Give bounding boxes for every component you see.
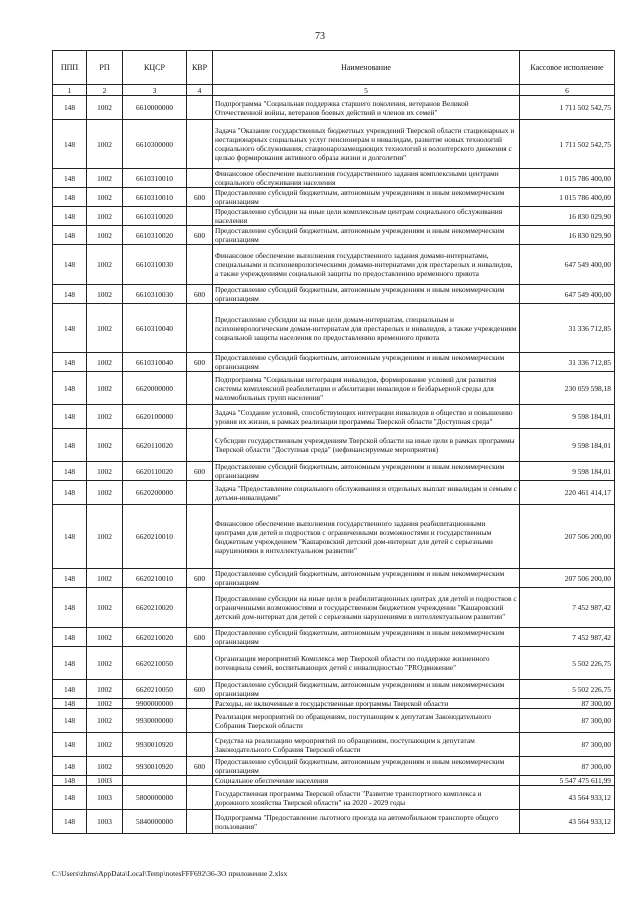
cell-name: Предоставление субсидий бюджетным, автономным учреждениям и иным некоммерческим организациям [213, 569, 520, 588]
cell-name: Субсидии государственным учреждениям Тверской области на иные цели в рамках программы Тверской области "Доступная среда" (нефинансируемые мероприятия) [213, 429, 520, 462]
cell-rp: 1002 [87, 733, 123, 757]
header-rp: РП [87, 51, 123, 85]
cell-name: Задача "Предоставление социального обслуживания и отдельных выплат инвалидам и семьям с детьми-инвалидами" [213, 481, 520, 505]
cell-rp: 1002 [87, 680, 123, 699]
table-row [53, 733, 615, 757]
cell-name: Расходы, не включенные в государственные программы Тверской области [213, 699, 520, 709]
cell-rp: 1002 [87, 462, 123, 481]
cell-ppp: 148 [53, 776, 87, 786]
cell-name: Государственная программа Тверской области "Развитие транспортного комплекса и дорожного хозяйства Тверской области" на 2020 - 2029 годы [213, 786, 520, 810]
cell-amount: 1 711 502 542,75 [520, 120, 615, 169]
cell-kcsr: 6610300000 [123, 120, 187, 169]
cell-amount: 220 461 414,17 [520, 481, 615, 505]
cell-kvr [187, 588, 213, 628]
cell-amount: 87 300,00 [520, 733, 615, 757]
cell-name: Предоставление субсидий бюджетным, автономным учреждениям и иным некоммерческим организациям [213, 680, 520, 699]
cell-ppp: 148 [53, 680, 87, 699]
cell-amount: 31 336 712,85 [520, 304, 615, 353]
table-row [53, 481, 615, 505]
table-row [53, 776, 615, 786]
cell-amount: 43 564 933,12 [520, 810, 615, 834]
cell-kvr [187, 429, 213, 462]
cell-rp: 1002 [87, 304, 123, 353]
cell-kcsr: 6610000000 [123, 96, 187, 120]
cell-amount: 207 506 200,00 [520, 569, 615, 588]
cell-amount: 647 549 400,00 [520, 285, 615, 304]
cell-kcsr: 6610310010 [123, 169, 187, 188]
cell-rp: 1002 [87, 285, 123, 304]
table-row [53, 207, 615, 226]
cell-kcsr: 6620110020 [123, 462, 187, 481]
cell-kvr [187, 810, 213, 834]
cell-kcsr: 5840000000 [123, 810, 187, 834]
column-number: 6 [520, 85, 615, 96]
cell-rp: 1002 [87, 569, 123, 588]
cell-ppp: 148 [53, 647, 87, 680]
cell-ppp: 148 [53, 304, 87, 353]
cell-ppp: 148 [53, 188, 87, 207]
column-number: 1 [53, 85, 87, 96]
cell-amount: 87 300,00 [520, 699, 615, 709]
cell-kvr [187, 304, 213, 353]
cell-name: Финансовое обеспечение выполнения государственного задания домами-интернатами, специальными и психоневрологическими домами-интернатами для престарелых и инвалидов, а также учреждениями социальной защиты по предоставлению временного приюта [213, 245, 520, 285]
cell-amount: 43 564 933,12 [520, 786, 615, 810]
cell-rp: 1003 [87, 810, 123, 834]
cell-rp: 1002 [87, 505, 123, 569]
cell-ppp: 148 [53, 699, 87, 709]
cell-ppp: 148 [53, 245, 87, 285]
cell-rp: 1002 [87, 120, 123, 169]
cell-name: Реализация мероприятий по обращениям, поступающим к депутатам Законодательного Собрания Тверской области [213, 709, 520, 733]
column-number: 5 [213, 85, 520, 96]
cell-rp: 1002 [87, 647, 123, 680]
cell-kcsr: 6620210050 [123, 680, 187, 699]
cell-kcsr: 6610310030 [123, 245, 187, 285]
table-row [53, 588, 615, 628]
cell-amount: 207 506 200,00 [520, 505, 615, 569]
table-row [53, 188, 615, 207]
cell-rp: 1002 [87, 757, 123, 776]
cell-name: Финансовое обеспечение выполнения государственного задания реабилитационными центрами для детей и подростков с ограниченными возможностями и государственным бюджетным учреждением "Кашаровский детский дом-интернат для детей с серьезными нарушениями в интеллектуальном развитии" [213, 505, 520, 569]
cell-rp: 1002 [87, 188, 123, 207]
cell-name: Предоставление субсидий бюджетным, автономным учреждениям и иным некоммерческим организациям [213, 353, 520, 372]
cell-ppp: 148 [53, 96, 87, 120]
cell-ppp: 148 [53, 733, 87, 757]
cell-name: Предоставление субсидий бюджетным, автономным учреждениям и иным некоммерческим организациям [213, 285, 520, 304]
cell-kvr [187, 120, 213, 169]
cell-kvr [187, 372, 213, 405]
table-row [53, 786, 615, 810]
cell-name: Предоставление субсидий бюджетным, автономным учреждениям и иным некоммерческим организациям [213, 188, 520, 207]
cell-rp: 1002 [87, 481, 123, 505]
cell-rp: 1002 [87, 699, 123, 709]
cell-rp: 1002 [87, 96, 123, 120]
cell-ppp: 148 [53, 569, 87, 588]
column-number: 4 [187, 85, 213, 96]
cell-kvr: 600 [187, 285, 213, 304]
table-row [53, 810, 615, 834]
header-kcsr: КЦСР [123, 51, 187, 85]
cell-amount: 9 598 184,01 [520, 429, 615, 462]
table-row [53, 505, 615, 569]
cell-name: Предоставление субсидий бюджетным, автономным учреждениям и иным некоммерческим организациям [213, 757, 520, 776]
cell-name: Предоставление субсидий бюджетным, автономным учреждениям и иным некоммерческим организациям [213, 628, 520, 647]
cell-amount: 647 549 400,00 [520, 245, 615, 285]
cell-name: Подпрограмма "Предоставление льготного проезда на автомобильном транспорте общего пользования" [213, 810, 520, 834]
cell-kcsr: 6620210010 [123, 569, 187, 588]
cell-name: Предоставление субсидий бюджетным, автономным учреждениям и иным некоммерческим организациям [213, 462, 520, 481]
cell-kvr: 600 [187, 757, 213, 776]
cell-kcsr: 6610310030 [123, 285, 187, 304]
cell-kcsr: 6610310020 [123, 207, 187, 226]
page-number: 73 [315, 31, 325, 42]
cell-ppp: 148 [53, 353, 87, 372]
cell-amount: 7 452 987,42 [520, 588, 615, 628]
cell-ppp: 148 [53, 169, 87, 188]
cell-kcsr: 9900000000 [123, 699, 187, 709]
cell-kvr [187, 776, 213, 786]
cell-rp: 1002 [87, 207, 123, 226]
cell-kvr: 600 [187, 462, 213, 481]
cell-ppp: 148 [53, 207, 87, 226]
table-row [53, 429, 615, 462]
cell-kcsr: 6620110020 [123, 429, 187, 462]
table-row [53, 757, 615, 776]
cell-amount: 5 502 226,75 [520, 647, 615, 680]
cell-amount: 7 452 987,42 [520, 628, 615, 647]
cell-name: Организация мероприятий Комплекса мер Тверской области по поддержке жизненного потенциала семей, воспитывающих детей с инвалидностью "PROдвижение" [213, 647, 520, 680]
cell-rp: 1002 [87, 429, 123, 462]
table-row [53, 647, 615, 680]
table-row [53, 245, 615, 285]
cell-ppp: 148 [53, 505, 87, 569]
cell-amount: 9 598 184,01 [520, 405, 615, 429]
table-row [53, 405, 615, 429]
cell-ppp: 148 [53, 462, 87, 481]
cell-rp: 1002 [87, 405, 123, 429]
cell-ppp: 148 [53, 786, 87, 810]
cell-amount: 87 300,00 [520, 709, 615, 733]
cell-rp: 1002 [87, 169, 123, 188]
cell-amount: 230 059 598,18 [520, 372, 615, 405]
cell-kcsr: 6610310010 [123, 188, 187, 207]
cell-kvr [187, 699, 213, 709]
table-row [53, 353, 615, 372]
cell-amount: 1 015 786 400,00 [520, 169, 615, 188]
cell-rp: 1002 [87, 226, 123, 245]
cell-amount: 31 336 712,85 [520, 353, 615, 372]
cell-kvr [187, 405, 213, 429]
cell-kcsr: 6610310040 [123, 304, 187, 353]
cell-amount: 5 547 475 611,99 [520, 776, 615, 786]
cell-kvr [187, 169, 213, 188]
cell-name: Предоставление субсидии на иные цели комплексным центрам социального обслуживания населения [213, 207, 520, 226]
cell-kvr: 600 [187, 188, 213, 207]
cell-name: Средства на реализацию мероприятий по обращениям, поступающим к депутатам Законодательного Собрания Тверской области [213, 733, 520, 757]
cell-amount: 16 830 029,90 [520, 226, 615, 245]
table-header-row [53, 51, 615, 85]
table-row [53, 120, 615, 169]
cell-kvr: 600 [187, 628, 213, 647]
cell-name: Задача "Создание условий, способствующих интеграции инвалидов в общество и повышению уровня их жизни, в рамках реализации программы Тверской области "Доступная среда" [213, 405, 520, 429]
cell-kvr: 600 [187, 353, 213, 372]
cell-ppp: 148 [53, 481, 87, 505]
cell-rp: 1002 [87, 372, 123, 405]
cell-kvr [187, 207, 213, 226]
cell-kcsr: 9930010920 [123, 733, 187, 757]
cell-rp: 1002 [87, 353, 123, 372]
cell-name: Предоставление субсидии на иные цели домам-интернатам, специальным и психоневрологическим домам-интернатам для престарелых и инвалидов, а также учреждениям социальной защиты населения по предоставлению временного приюта [213, 304, 520, 353]
table-row [53, 169, 615, 188]
cell-kvr [187, 786, 213, 810]
cell-kvr [187, 709, 213, 733]
column-number-row [53, 85, 615, 96]
cell-kvr [187, 505, 213, 569]
cell-name: Подпрограмма "Социальная интеграция инвалидов, формирование условий для развития системы комплексной реабилитации и абилитации инвалидов и безбарьерной среды для маломобильных групп населения" [213, 372, 520, 405]
cell-rp: 1002 [87, 245, 123, 285]
cell-kvr [187, 245, 213, 285]
cell-rp: 1003 [87, 786, 123, 810]
table-body [53, 85, 615, 834]
cell-rp: 1002 [87, 588, 123, 628]
cell-ppp: 148 [53, 285, 87, 304]
cell-ppp: 148 [53, 810, 87, 834]
budget-execution-table [52, 50, 615, 834]
cell-kvr: 600 [187, 226, 213, 245]
cell-ppp: 148 [53, 120, 87, 169]
cell-name: Подпрограмма "Социальная поддержка старшего поколения, ветеранов Великой Отечественной войны, ветеранов боевых действий и членов их семей" [213, 96, 520, 120]
cell-amount: 5 502 226,75 [520, 680, 615, 699]
table-row [53, 304, 615, 353]
cell-ppp: 148 [53, 226, 87, 245]
cell-kcsr: 6620200000 [123, 481, 187, 505]
cell-kvr: 600 [187, 569, 213, 588]
cell-kcsr: 6610310020 [123, 226, 187, 245]
cell-amount: 9 598 184,01 [520, 462, 615, 481]
footer-file-path: C:\Users\zhms\AppData\Local\Temp\notesFFF692\36-3O приложение 2.xlsx [52, 869, 288, 878]
cell-name: Финансовое обеспечение выполнения государственного задания комплексными центрами социального обслуживания населения [213, 169, 520, 188]
cell-kcsr: 5800000000 [123, 786, 187, 810]
cell-kcsr: 6620210020 [123, 588, 187, 628]
cell-kcsr: 6620210020 [123, 628, 187, 647]
cell-amount: 87 300,00 [520, 757, 615, 776]
table-row [53, 226, 615, 245]
table-row [53, 628, 615, 647]
cell-kvr: 600 [187, 680, 213, 699]
cell-name: Предоставление субсидий бюджетным, автономным учреждениям и иным некоммерческим организациям [213, 226, 520, 245]
cell-kcsr: 9930010920 [123, 757, 187, 776]
header-name: Наименование [213, 51, 520, 85]
cell-kvr [187, 733, 213, 757]
table-row [53, 680, 615, 699]
column-number: 3 [123, 85, 187, 96]
header-amount: Кассовое исполнение [520, 51, 615, 85]
table-row [53, 462, 615, 481]
cell-ppp: 148 [53, 405, 87, 429]
cell-rp: 1002 [87, 709, 123, 733]
header-kvr: КВР [187, 51, 213, 85]
cell-name: Социальное обеспечение населения [213, 776, 520, 786]
column-number: 2 [87, 85, 123, 96]
cell-kcsr: 6620100000 [123, 405, 187, 429]
cell-amount: 16 830 029,90 [520, 207, 615, 226]
cell-kvr [187, 481, 213, 505]
cell-rp: 1003 [87, 776, 123, 786]
cell-ppp: 148 [53, 757, 87, 776]
table-row [53, 96, 615, 120]
cell-name: Задача "Оказание государственных бюджетных учреждений Тверской области стационарных и нестационарных социальных услуг пенсионерам и инвалидам, развитие новых технологий социального обслуживания, стационарозамещающих технологий и волонтерского движения с целью формирования активного образа жизни и долголетия" [213, 120, 520, 169]
cell-kcsr: 6610310040 [123, 353, 187, 372]
table-row [53, 699, 615, 709]
cell-amount: 1 711 502 542,75 [520, 96, 615, 120]
table-row [53, 285, 615, 304]
cell-kvr [187, 96, 213, 120]
cell-ppp: 148 [53, 709, 87, 733]
cell-kcsr: 6620000000 [123, 372, 187, 405]
cell-ppp: 148 [53, 588, 87, 628]
cell-ppp: 148 [53, 628, 87, 647]
cell-kcsr: 6620210010 [123, 505, 187, 569]
table-row [53, 569, 615, 588]
cell-name: Предоставление субсидии на иные цели в реабилитационных центрах для детей и подростков с ограниченными возможностями и государственном бюджетном учреждении "Кашаровский детский дом-интернат для детей с серьезными нарушениями в интеллектуальном развитии" [213, 588, 520, 628]
cell-ppp: 148 [53, 429, 87, 462]
cell-kvr [187, 647, 213, 680]
cell-ppp: 148 [53, 372, 87, 405]
table-row [53, 709, 615, 733]
cell-amount: 1 015 786 400,00 [520, 188, 615, 207]
cell-kcsr [123, 776, 187, 786]
header-ppp: ППП [53, 51, 87, 85]
table-row [53, 372, 615, 405]
cell-kcsr: 9930000000 [123, 709, 187, 733]
cell-kcsr: 6620210050 [123, 647, 187, 680]
cell-rp: 1002 [87, 628, 123, 647]
